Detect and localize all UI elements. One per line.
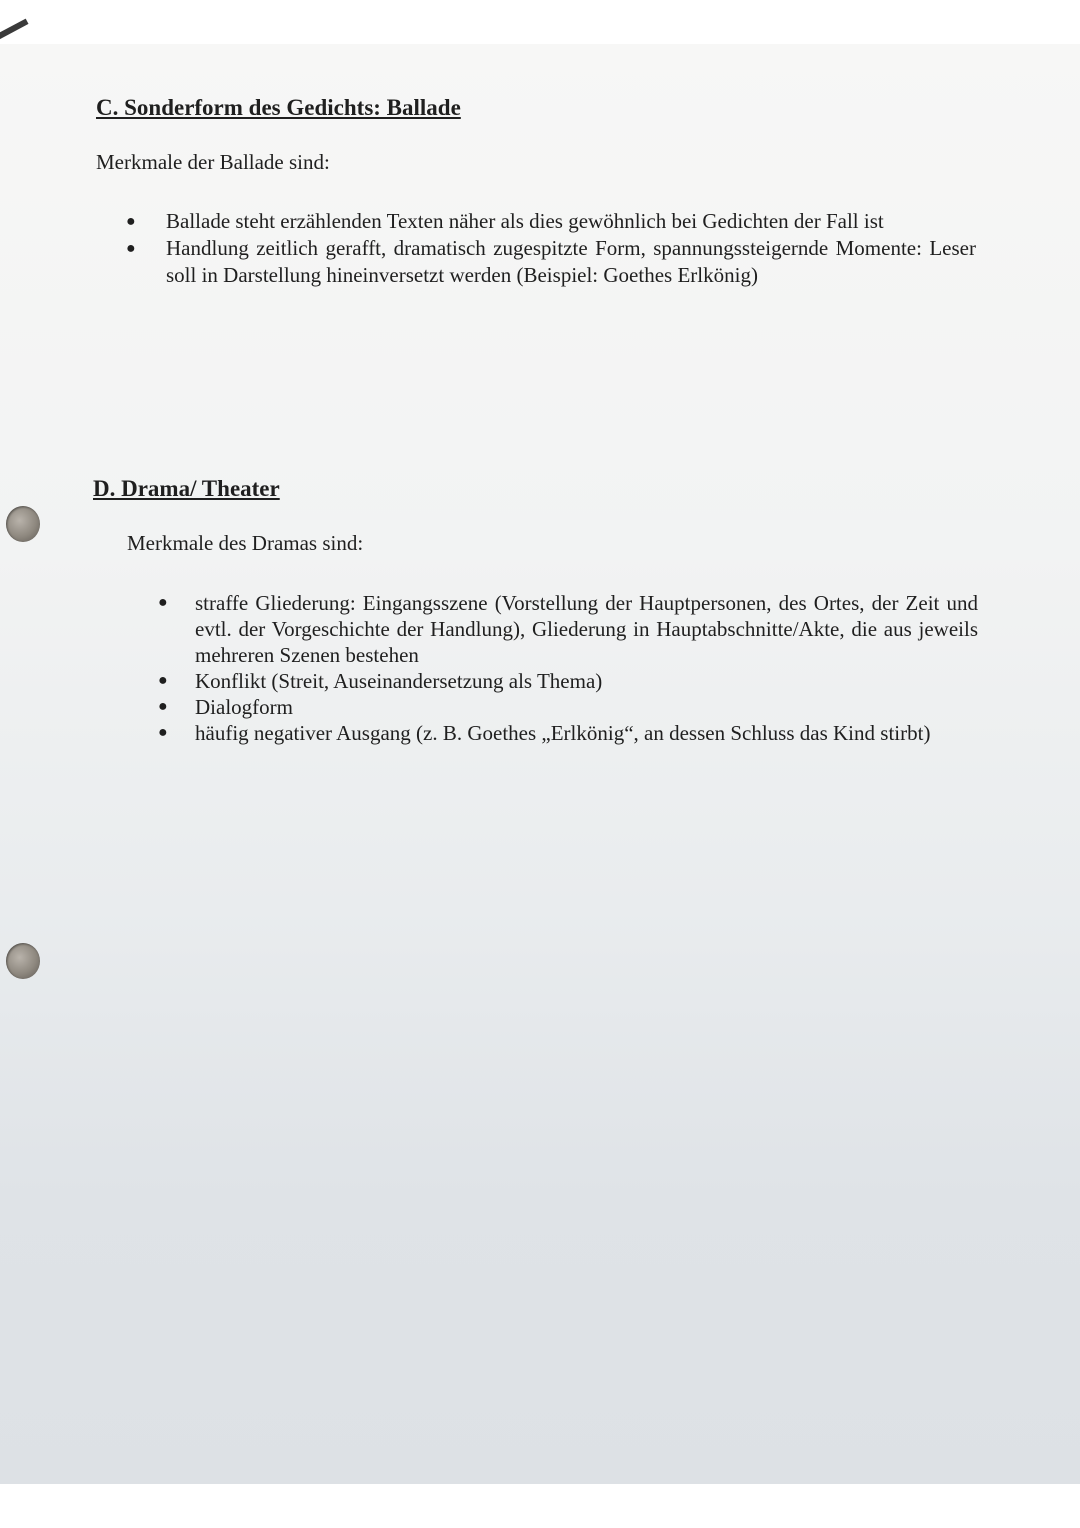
section-title-ballade: C. Sonderform des Gedichts: Ballade <box>96 95 461 120</box>
punch-hole-icon <box>6 943 40 979</box>
list-item <box>126 208 976 235</box>
bullet-icon: ● <box>158 698 168 715</box>
section-intro-ballade: Merkmale der Ballade sind: <box>96 150 330 174</box>
section-title-drama: D. Drama/ Theater <box>93 476 280 501</box>
ballade-feature-list <box>126 208 976 289</box>
bullet-icon: ● <box>126 213 136 230</box>
list-item-text: Ballade steht erzählenden Texten näher als dies gewöhnlich bei Gedichten der Fall ist <box>166 209 884 233</box>
list-item <box>158 720 978 746</box>
punch-hole-icon <box>6 506 40 542</box>
list-item-text: Dialogform <box>195 695 293 719</box>
list-item <box>126 235 976 289</box>
list-item <box>158 694 978 720</box>
section-intro-drama: Merkmale des Dramas sind: <box>127 531 364 555</box>
paper-corner-edge <box>0 19 28 44</box>
bullet-icon: ● <box>126 240 136 257</box>
list-item-text: Konflikt (Streit, Auseinandersetzung als Thema) <box>195 669 603 693</box>
bullet-icon: ● <box>158 672 168 689</box>
list-item <box>158 590 978 668</box>
list-item-text: Handlung zeitlich gerafft, dramatisch zugespitzte Form, spannungssteigernde Momente: Leser soll in Darstellung hineinversetzt werden (Beispiel: Goethes Erlkönig) <box>166 236 976 287</box>
document-page <box>0 44 1080 1484</box>
list-item <box>158 668 978 694</box>
drama-feature-list <box>158 590 978 746</box>
bullet-icon: ● <box>158 594 168 611</box>
bullet-icon: ● <box>158 724 168 741</box>
list-item-text: straffe Gliederung: Eingangsszene (Vorstellung der Hauptpersonen, des Ortes, der Zeit und evtl. der Vorgeschichte der Handlung), Gliederung in Hauptabschnitte/Akte, die aus jeweils mehreren Szenen bestehen <box>195 591 978 667</box>
list-item-text: häufig negativer Ausgang (z. B. Goethes „Erlkönig“, an dessen Schluss das Kind stirbt) <box>195 721 931 745</box>
